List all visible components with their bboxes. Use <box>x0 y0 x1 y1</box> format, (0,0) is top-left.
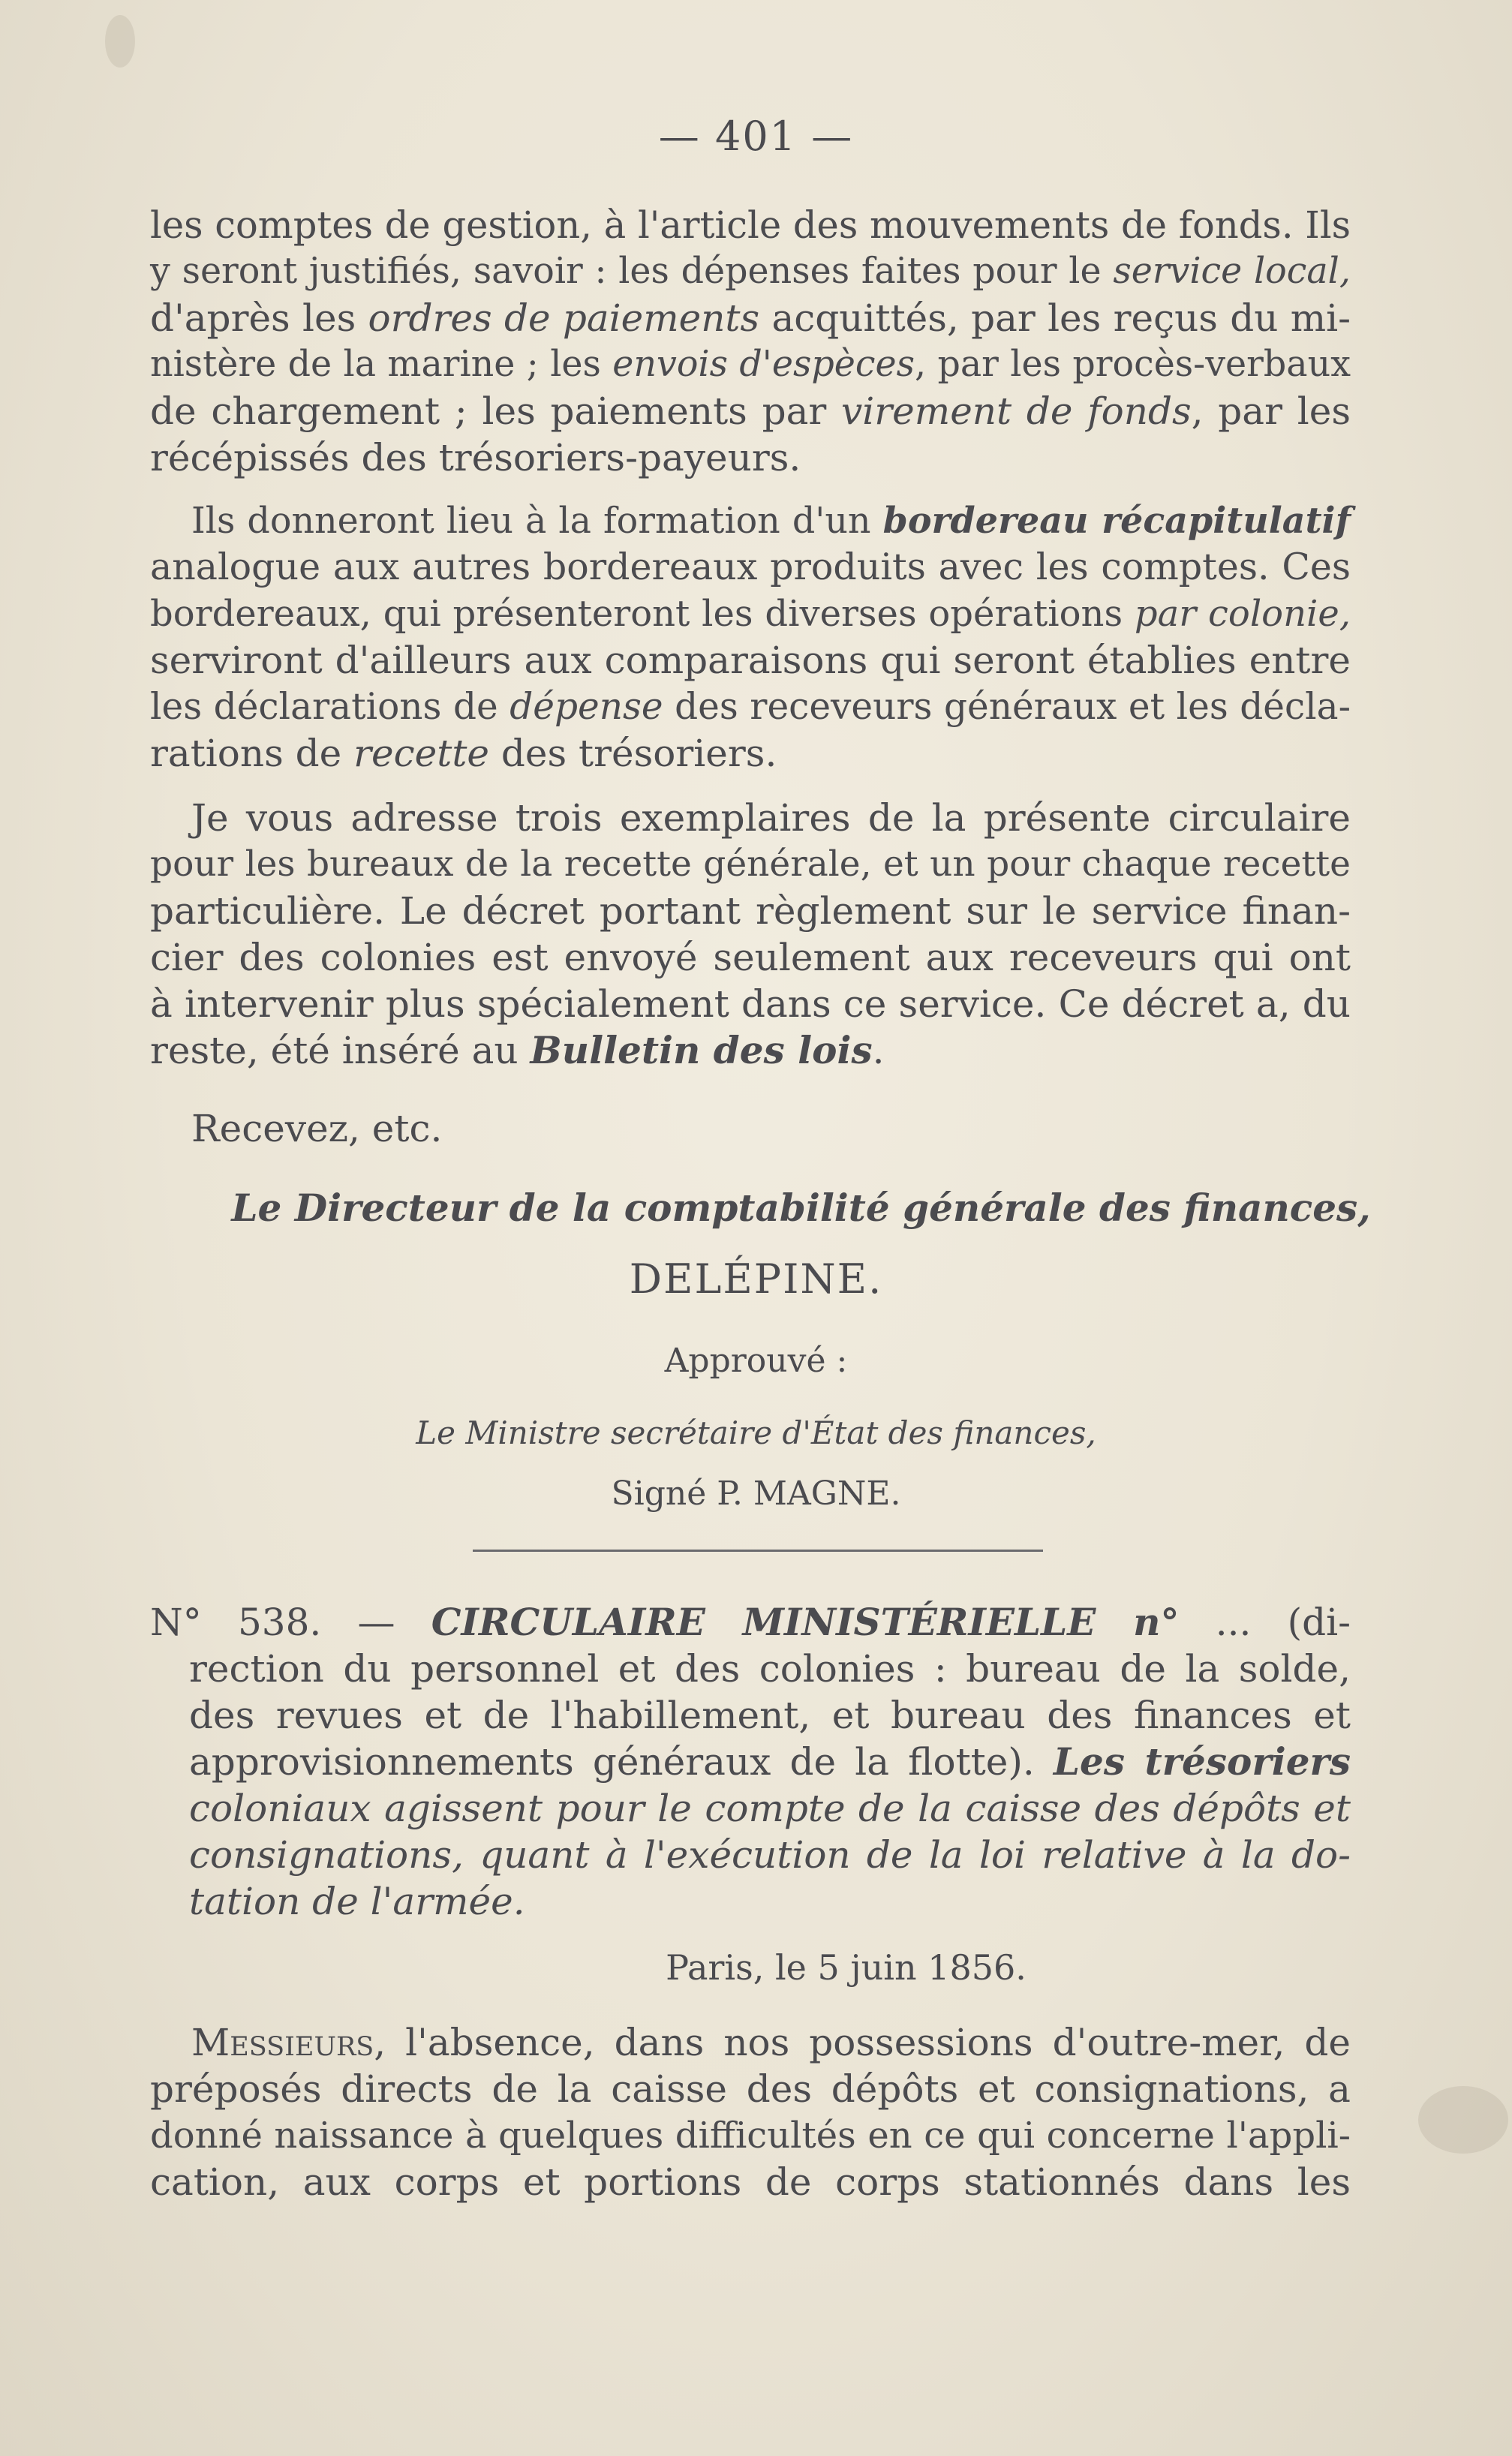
text-line <box>150 729 1351 777</box>
italic-run: virement de fonds <box>841 389 1192 433</box>
text-line <box>150 933 1351 981</box>
text-line <box>150 1027 1351 1075</box>
text-line <box>189 1738 1351 1786</box>
text-run: les comptes de gestion, à l'article des mouvements de fonds. Ils <box>150 203 1351 247</box>
closing-line: Recevez, etc. <box>191 1107 443 1150</box>
italic-run: par colonie, <box>1134 593 1351 635</box>
italic-run: bordereau récapitulatif <box>882 500 1351 542</box>
text-run: analogue aux autres bordereaux produits avec les comptes. Ces <box>150 546 1351 588</box>
text-line <box>150 2019 1351 2067</box>
text-run: reste, été inséré au <box>150 1029 531 1072</box>
text-run: à intervenir plus spécialement dans ce service. Ce décret a, du <box>150 982 1351 1026</box>
text-line <box>150 497 1351 546</box>
signature-title-text: Le Directeur de la comptabilité générale des finances, <box>231 1186 1371 1230</box>
text-run: préposés directs de la caisse des dépôts et consignations, a <box>150 2067 1351 2111</box>
text-line <box>150 294 1351 342</box>
text-run: pour les bureaux de la recette générale, et un pour chaque recette <box>150 843 1351 885</box>
paper-stain <box>1418 2086 1508 2154</box>
text-run: , par les procès-verbaux <box>914 344 1351 385</box>
italic-run: CIRCULAIRE MINISTÉRIELLE n° <box>431 1600 1180 1644</box>
text-run: , par les <box>1191 389 1351 433</box>
text-run: N° 538. — <box>150 1601 431 1644</box>
italic-run: coloniaux agissent pour le compte de la caisse des dépôts et <box>189 1787 1351 1830</box>
page-number: — 401 — <box>658 113 854 160</box>
text-run: particulière. Le décret portant règlement sur le service finan- <box>150 889 1351 933</box>
date-line: Paris, le 5 juin 1856. <box>666 1947 1027 1988</box>
text-run: rection du personnel et des colonies : bureau de la solde, <box>189 1647 1351 1691</box>
text-line <box>150 2065 1351 2113</box>
text-run: d'après les <box>150 296 368 340</box>
text-line <box>150 2158 1351 2206</box>
text-run: cier des colonies est envoyé seulement aux receveurs qui ont <box>150 936 1351 979</box>
text-run: bordereaux, qui présenteront les diverses opérations <box>150 593 1135 635</box>
text-line <box>150 887 1351 935</box>
italic-run: Bulletin des lois <box>530 1028 873 1072</box>
text-line <box>189 1691 1351 1739</box>
text-line <box>150 794 1351 842</box>
text-line <box>150 341 1351 389</box>
text-run: acquittés, par les reçus du mi- <box>759 296 1351 340</box>
text-run: Ils donneront lieu à la formation d'un <box>191 501 883 542</box>
text-line <box>150 543 1351 591</box>
italic-run: ordres de paiements <box>368 296 760 340</box>
text-run: donné naissance à quelques difficultés en ce qui concerne l'appli- <box>150 2115 1351 2157</box>
text-run: Je vous adresse trois exemplaires de la présente circulaire <box>191 796 1351 840</box>
minister-title <box>0 1414 1512 1451</box>
italic-run: consignations, quant à l'exécution de la loi relative à la do- <box>189 1833 1351 1877</box>
italic-run: tation de l'armée. <box>189 1880 525 1923</box>
paper-stain <box>105 15 135 68</box>
text-line <box>189 1877 1351 1925</box>
text-run: . <box>872 1029 885 1072</box>
text-run: y seront justifiés, savoir : les dépenses faites pour le <box>150 251 1114 292</box>
text-line <box>150 636 1351 684</box>
text-line <box>150 434 1351 482</box>
italic-run: dépense <box>510 686 663 728</box>
text-line <box>150 248 1351 296</box>
text-run: de chargement ; les paiements par <box>150 389 842 433</box>
text-run: serviront d'ailleurs aux comparaisons qui seront établies entre <box>150 639 1351 682</box>
text-run: nistère de la marine ; les <box>150 344 613 385</box>
italic-run: Les trésoriers <box>1053 1739 1351 1784</box>
minister-title-text: Le Ministre secrétaire d'État des finances, <box>416 1414 1096 1451</box>
text-line <box>150 683 1351 731</box>
text-run: les déclarations de <box>150 686 510 728</box>
italic-run: envois d'espèces <box>612 344 915 385</box>
text-line <box>189 1645 1351 1693</box>
text-line <box>150 201 1351 249</box>
signature-title <box>45 1186 1512 1230</box>
section-divider <box>473 1550 1043 1552</box>
text-line <box>150 1598 1351 1646</box>
signature-name: DELÉPINE. <box>629 1255 883 1303</box>
text-run: des trésoriers. <box>489 732 777 775</box>
text-line <box>150 2112 1351 2160</box>
text-run: rations de <box>150 732 354 775</box>
text-run: approvisionnements généraux de la flotte). <box>189 1740 1054 1784</box>
text-run: , l'absence, dans nos possessions d'outre-mer, de <box>374 2021 1351 2064</box>
small-caps-run: Messieurs <box>191 2021 374 2064</box>
text-line <box>189 1831 1351 1879</box>
text-run: cation, aux corps et portions de corps stationnés dans les <box>150 2160 1351 2204</box>
italic-run: service local, <box>1113 251 1351 292</box>
text-run: des revues et de l'habillement, et bureau des finances et <box>189 1694 1351 1737</box>
text-run: des receveurs généraux et les décla- <box>663 686 1351 728</box>
text-line <box>189 1784 1351 1832</box>
text-run: ... (di- <box>1179 1601 1351 1644</box>
text-line <box>150 387 1351 435</box>
italic-run: recette <box>353 732 490 775</box>
text-run: récépissés des trésoriers-payeurs. <box>150 436 801 479</box>
text-line <box>150 840 1351 888</box>
text-line <box>150 590 1351 638</box>
text-line <box>150 980 1351 1028</box>
minister-signature: Signé P. MAGNE. <box>611 1475 901 1513</box>
approval-label: Approuvé : <box>664 1342 848 1380</box>
